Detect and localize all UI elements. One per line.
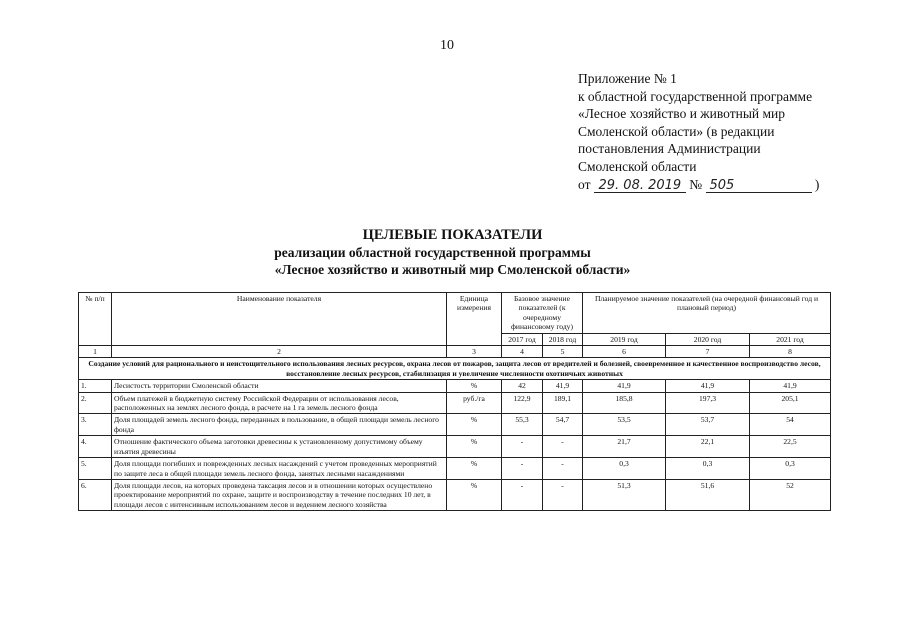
column-numbers-row: [79, 346, 831, 358]
row-2020: 0,3: [666, 458, 750, 480]
appendix-line: «Лесное хозяйство и животный мир: [578, 106, 786, 122]
row-2018: -: [543, 436, 583, 458]
section-row: [79, 358, 831, 380]
col-number: 4: [502, 346, 543, 358]
row-2018: 189,1: [543, 392, 583, 414]
col-number: 2: [112, 346, 447, 358]
col-number: 5: [543, 346, 583, 358]
row-unit: руб./га: [447, 392, 502, 414]
row-2018: -: [543, 458, 583, 480]
row-2019: 51,3: [583, 479, 666, 510]
row-2019: 53,5: [583, 414, 666, 436]
appendix-line: Смоленской области» (в редакции: [578, 123, 775, 139]
row-2021: 54: [750, 414, 831, 436]
year-2021: 2021 год: [750, 333, 831, 345]
row-num: 5.: [79, 458, 112, 480]
table-row: [79, 458, 831, 480]
row-2019: 0,3: [583, 458, 666, 480]
row-2021: 205,1: [750, 392, 831, 414]
col-number: 8: [750, 346, 831, 358]
row-name: Объем платежей в бюджетную систему Российской Федерации от использования лесов, расположенных на землях лесного фонда, в расчете на 1 га земель лесного фонда: [112, 392, 447, 414]
col-number: 3: [447, 346, 502, 358]
row-unit: %: [447, 380, 502, 392]
row-2021: 22,5: [750, 436, 831, 458]
table-row: [79, 380, 831, 392]
row-name: Отношение фактического объема заготовки древесины к установленному допустимому объему изъятия древесины: [112, 436, 447, 458]
program-name: «Лесное хозяйство и животный мир Смоленской области»: [274, 262, 631, 277]
row-2019: 21,7: [583, 436, 666, 458]
header-name: Наименование показателя: [112, 293, 447, 346]
header-num: № п/п: [79, 293, 112, 346]
year-2019: 2019 год: [583, 333, 666, 345]
header-planned: Планируемое значение показателей (на очередной финансовый год и плановый период): [583, 293, 831, 334]
appendix-line: Приложение № 1: [578, 71, 677, 86]
row-unit: %: [447, 479, 502, 510]
appendix-line: постановления Администрации: [578, 141, 761, 157]
row-unit: %: [447, 458, 502, 480]
year-2018: 2018 год: [543, 333, 583, 345]
row-2018: -: [543, 479, 583, 510]
row-unit: %: [447, 436, 502, 458]
row-2019: 41,9: [583, 380, 666, 392]
header-row: [79, 293, 831, 334]
row-2020: 22,1: [666, 436, 750, 458]
row-2021: 52: [750, 479, 831, 510]
row-2020: 197,3: [666, 392, 750, 414]
number-label: №: [689, 176, 703, 192]
row-unit: %: [447, 414, 502, 436]
col-number: 7: [666, 346, 750, 358]
row-name: Лесистость территории Смоленской области: [112, 380, 447, 392]
row-2017: -: [502, 479, 543, 510]
row-2017: 55,3: [502, 414, 543, 436]
table-row: [79, 392, 831, 414]
handwritten-number: 505: [706, 179, 812, 193]
section-heading: Создание условий для рационального и неистощительного использования лесных ресурсов, охрана лесов от пожаров, защита лесов от вредителей и болезней, своевременное и качественное воспроизводство лесов, восстановление лесных ресурсов, стабилизация и увеличение численности охотничьих животных: [79, 358, 831, 380]
header-unit: Единица измерения: [447, 293, 502, 346]
appendix-line: Смоленской области: [578, 158, 697, 174]
header-base: Базовое значение показателей (к очередному финансовому году): [502, 293, 583, 334]
appendix-block: [578, 70, 819, 193]
appendix-line: к областной государственной программе: [578, 88, 813, 104]
row-2020: 41,9: [666, 380, 750, 392]
row-num: 3.: [79, 414, 112, 436]
row-name: Доля площадей земель лесного фонда, переданных в пользование, в общей площади земель лесного фонда: [112, 414, 447, 436]
row-num: 1.: [79, 380, 112, 392]
row-2020: 51,6: [666, 479, 750, 510]
handwritten-date: 29. 08. 2019: [594, 179, 686, 193]
page-number: 10: [440, 38, 454, 53]
from-label: от: [578, 176, 591, 192]
closing-paren: ): [814, 176, 820, 192]
table-row: [79, 436, 831, 458]
table-row: [79, 479, 831, 510]
row-2018: 41,9: [543, 380, 583, 392]
row-2018: 54,7: [543, 414, 583, 436]
row-2017: -: [502, 458, 543, 480]
indicators-table: [78, 292, 831, 511]
row-2020: 53,7: [666, 414, 750, 436]
row-2017: -: [502, 436, 543, 458]
table-row: [79, 414, 831, 436]
row-name: Доля площади лесов, на которых проведена таксация лесов и в отношении которых осуществлено проектирование мероприятий по охране, защите и воспроизводству в течение последних 10 лет, в площади лесов с интенсивным использованием лесов и ведением лесного хозяйства: [112, 479, 447, 510]
row-name: Доля площади погибших и поврежденных лесных насаждений с учетом проведенных мероприятий по защите леса в общей площади земель лесного фонда, занятых лесными насаждениями: [112, 458, 447, 480]
row-2017: 42: [502, 380, 543, 392]
row-2017: 122,9: [502, 392, 543, 414]
year-2020: 2020 год: [666, 333, 750, 345]
row-num: 6.: [79, 479, 112, 510]
col-number: 1: [79, 346, 112, 358]
row-num: 2.: [79, 392, 112, 414]
document-title: ЦЕЛЕВЫЕ ПОКАЗАТЕЛИ: [362, 227, 543, 243]
decree-reference-line: [578, 176, 819, 194]
row-2019: 185,8: [583, 392, 666, 414]
year-2017: 2017 год: [502, 333, 543, 345]
row-2021: 41,9: [750, 380, 831, 392]
document-subtitle: реализации областной государственной программы: [274, 245, 591, 260]
row-2021: 0,3: [750, 458, 831, 480]
col-number: 6: [583, 346, 666, 358]
row-num: 4.: [79, 436, 112, 458]
